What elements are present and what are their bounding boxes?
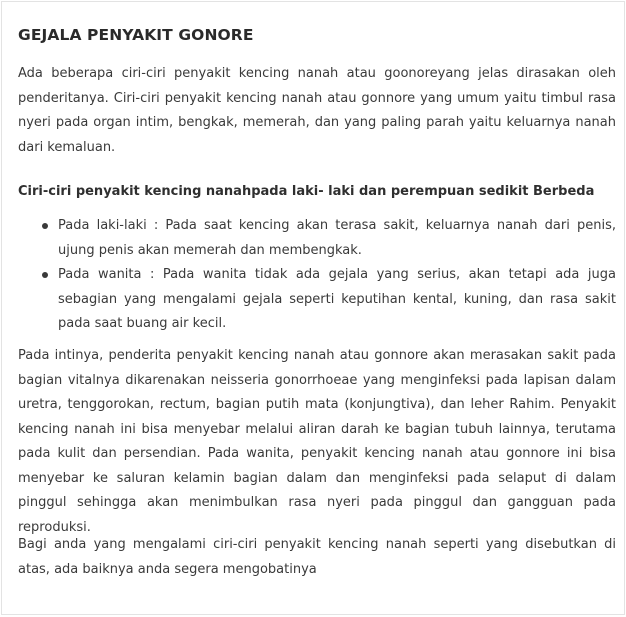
list-item-male [40, 214, 616, 263]
symptom-list [40, 214, 616, 337]
article-panel [1, 1, 625, 615]
article-title: GEJALA PENYAKIT GONORE [18, 26, 254, 44]
bullet-icon [42, 272, 48, 278]
bullet-icon [42, 223, 48, 229]
list-item-text: Pada laki-laki : Pada saat kencing akan terasa sakit, keluarnya nanah dari penis, ujung penis akan memerah dan membengkak. [58, 218, 616, 258]
list-item-female [40, 263, 616, 337]
intro-paragraph: Ada beberapa ciri-ciri penyakit kencing nanah atau goonoreyang jelas dirasakan oleh penderitanya. Ciri-ciri penyakit kencing nanah atau gonnore yang umum yaitu timbul rasa nyeri pada organ intim, bengkak, memerah, dan yang paling parah yaitu keluarnya nanah dari kemaluan. [18, 66, 616, 155]
body-paragraph: Pada intinya, penderita penyakit kencing nanah atau gonnore akan merasakan sakit pada bagian vitalnya dikarenakan neisseria gonorrhoeae yang menginfeksi pada lapisan dalam uretra, tenggorokan, rectum, bagian putih mata (konjungtiva), dan leher Rahim. Penyakit kencing nanah ini bisa menyebar melalui aliran darah ke bagian tubuh lainnya, terutama pada kulit dan persendian. Pada wanita, penyakit kencing nanah atau gonnore ini bisa menyebar ke saluran kelamin bagian dalam dan menginfeksi pada selaput di dalam pinggul sehingga akan menimbulkan rasa nyeri pada pinggul dan gangguan pada reproduksi. [18, 348, 616, 535]
closing-paragraph: Bagi anda yang mengalami ciri-ciri penyakit kencing nanah seperti yang disebutkan di atas, ada baiknya anda segera mengobatinya [18, 537, 616, 577]
subheading: Ciri-ciri penyakit kencing nanahpada laki- laki dan perempuan sedikit Berbeda [18, 184, 595, 199]
list-item-text: Pada wanita : Pada wanita tidak ada gejala yang serius, akan tetapi ada juga sebagian yang mengalami gejala seperti keputihan kental, kuning, dan rasa sakit pada saat buang air kecil. [58, 267, 616, 331]
